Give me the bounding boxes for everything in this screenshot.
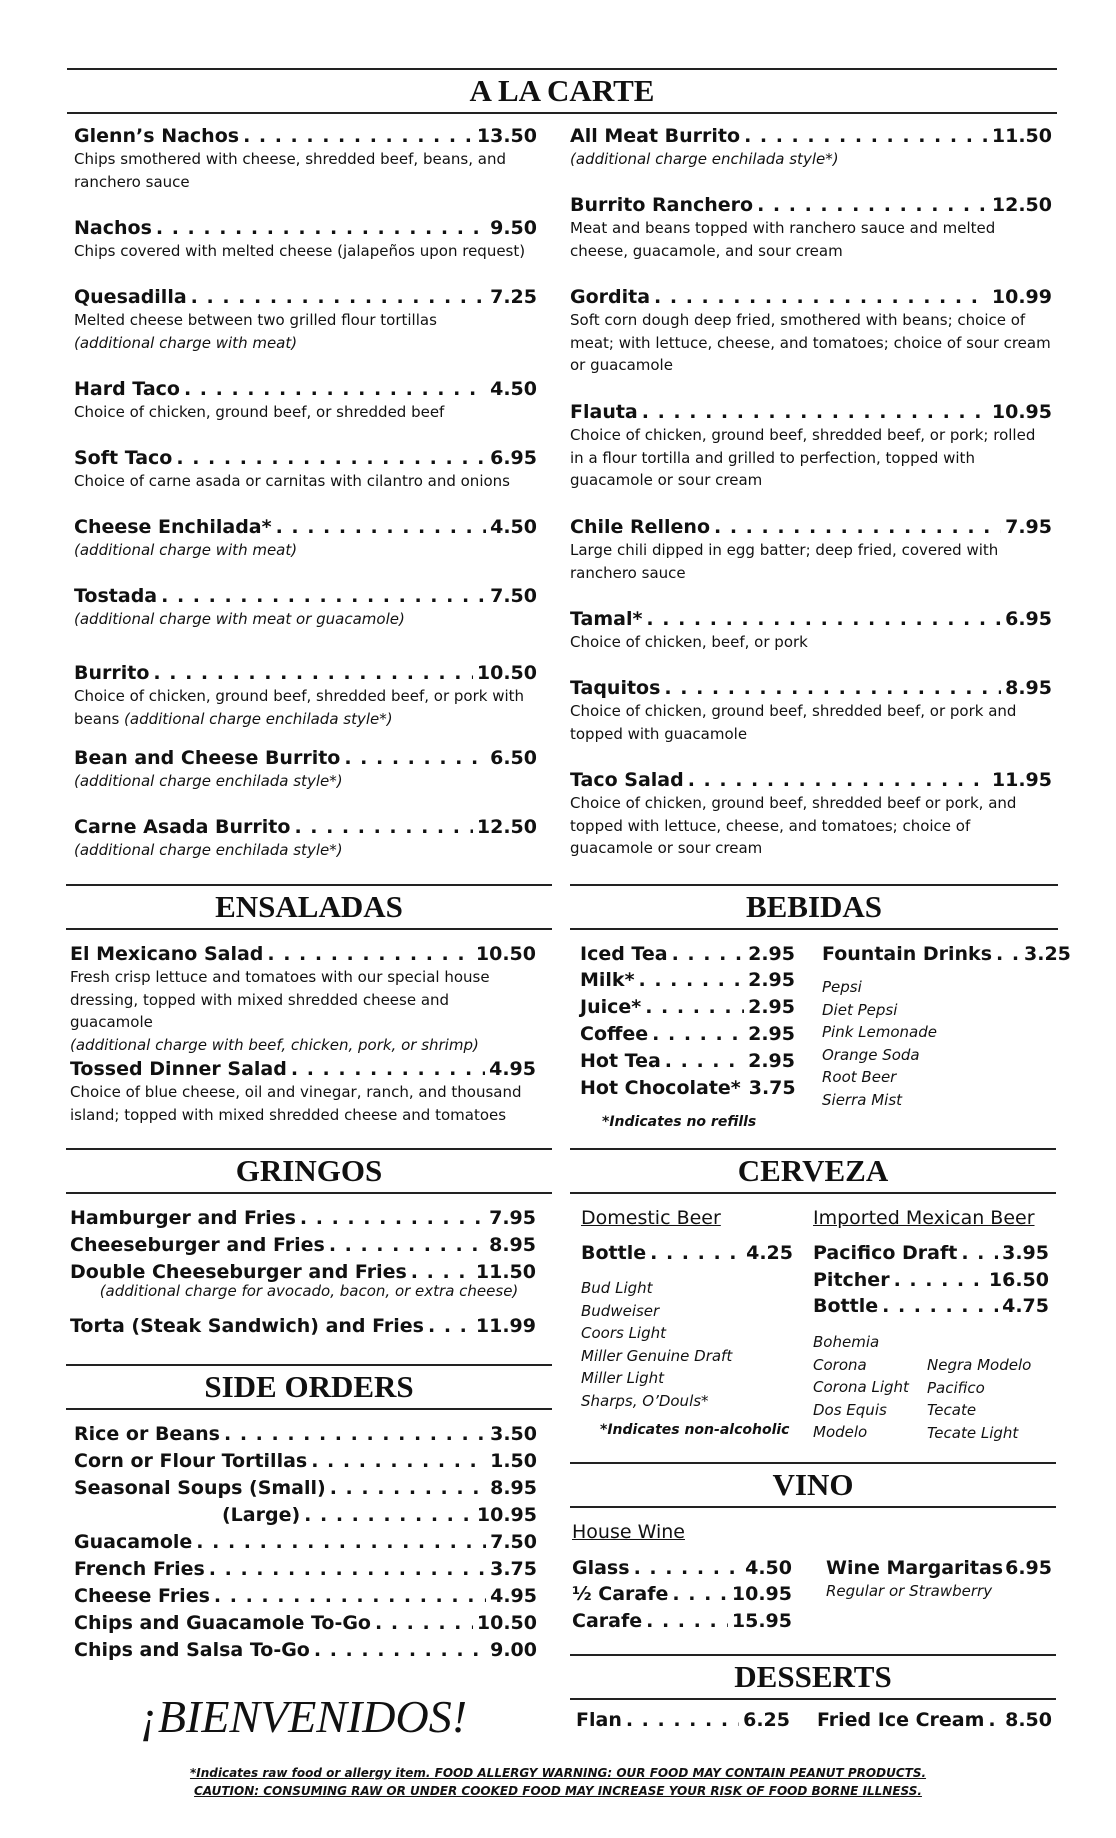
item-note: (additional charge with meat or guacamole) <box>74 610 405 628</box>
imported-beer-list-2 <box>927 1354 1031 1444</box>
item-price: 6.95 <box>1005 1557 1052 1579</box>
item-description <box>570 539 1052 584</box>
item-price: 10.99 <box>991 286 1052 308</box>
item-name: Tossed Dinner Salad <box>70 1058 287 1080</box>
item-name: Soft Taco <box>74 447 173 469</box>
item-description <box>74 685 537 730</box>
imported-beer-list-1 <box>813 1331 909 1444</box>
item-name: Burrito <box>74 662 150 684</box>
item-name: Guacamole <box>74 1531 193 1553</box>
list-item: Modelo <box>813 1423 868 1442</box>
menu-item <box>70 1206 536 1230</box>
item-name: Torta (Steak Sandwich) and Fries <box>70 1315 424 1337</box>
item-name: (Large) <box>222 1504 301 1526</box>
item-description <box>570 792 1052 860</box>
list-item: Orange Soda <box>822 1045 920 1064</box>
item-name: Glenn’s Nachos <box>74 125 240 147</box>
item-price: 9.00 <box>490 1639 537 1661</box>
item-price: 2.95 <box>748 996 795 1018</box>
menu-item <box>572 1609 792 1633</box>
item-desc-text: Chips smothered with cheese, shredded beef, beans, and ranchero sauce <box>74 150 506 191</box>
leader-dots <box>214 1584 486 1608</box>
item-desc-text: Choice of chicken, ground beef, or shredded beef <box>74 403 445 421</box>
item-name: Iced Tea <box>580 943 668 965</box>
menu-item <box>570 607 1052 654</box>
item-price: 10.95 <box>731 1583 792 1605</box>
item-name: Chips and Salsa To-Go <box>74 1639 310 1661</box>
item-name: Quesadilla <box>74 286 187 308</box>
item-name: Chile Relleno <box>570 516 711 538</box>
item-name: Glass <box>572 1557 630 1579</box>
item-name: Carne Asada Burrito <box>74 816 291 838</box>
list-item: Pink Lemonade <box>822 1023 937 1042</box>
item-price: 8.95 <box>1005 677 1052 699</box>
item-price: 8.95 <box>490 1477 537 1499</box>
item-name: Cheese Enchilada* <box>74 516 272 538</box>
list-item: Corona Light <box>813 1378 909 1397</box>
menu-item <box>74 1530 537 1554</box>
item-name: Rice or Beans <box>74 1423 220 1445</box>
leader-dots <box>639 968 745 992</box>
menu-item <box>74 515 537 562</box>
item-name: Burrito Ranchero <box>570 194 754 216</box>
non-alcoholic-note: *Indicates non-alcoholic <box>600 1422 790 1438</box>
leader-dots <box>744 124 988 148</box>
item-price: 3.25 <box>1024 943 1071 965</box>
item-description <box>74 770 537 793</box>
leader-dots <box>329 1233 485 1257</box>
leader-dots <box>196 1530 486 1554</box>
leader-dots <box>176 446 486 470</box>
leader-dots <box>184 377 486 401</box>
list-item: Negra Modelo <box>927 1356 1032 1374</box>
leader-dots <box>209 1557 486 1581</box>
list-item: Tecate Light <box>927 1423 1019 1442</box>
list-item: Corona <box>813 1355 867 1374</box>
domestic-beer-title: Domestic Beer <box>581 1207 721 1229</box>
item-price: 11.50 <box>475 1261 536 1283</box>
item-price: 15.95 <box>731 1610 792 1632</box>
menu-item <box>580 1076 795 1100</box>
list-item: Miller Genuine Draft <box>581 1346 733 1365</box>
item-name: Hot Tea <box>580 1050 661 1072</box>
item-desc-text: Choice of chicken, ground beef, shredded beef or pork, and topped with lettuce, cheese, and tomatoes; choice of guacamole or sour cream <box>570 794 1017 857</box>
leader-dots <box>153 661 472 685</box>
item-description <box>74 309 537 354</box>
item-description <box>74 240 537 263</box>
menu-item-fountain-drinks <box>822 942 1071 966</box>
menu-item <box>572 1556 792 1580</box>
item-price: 13.50 <box>476 125 537 147</box>
item-name: Coffee <box>580 1023 649 1045</box>
item-price: 3.50 <box>490 1423 537 1445</box>
item-description <box>570 309 1052 377</box>
item-price: 11.95 <box>991 769 1052 791</box>
menu-item <box>74 746 537 793</box>
menu-item <box>580 1022 795 1046</box>
item-name: Double Cheeseburger and Fries <box>70 1261 407 1283</box>
welcome-text: ¡BIENVENIDOS! <box>140 1691 468 1742</box>
item-name: Milk* <box>580 969 635 991</box>
item-desc-text: Choice of carne asada or carnitas with cilantro and onions <box>74 472 510 490</box>
leader-dots <box>882 1294 998 1318</box>
item-name: All Meat Burrito <box>570 125 741 147</box>
list-item: Sierra Mist <box>822 1090 903 1109</box>
item-name: Hot Chocolate* <box>580 1077 741 1099</box>
item-desc-text: Soft corn dough deep fried, smothered with beans; choice of meat; with lettuce, cheese, and tomatoes; choice of sour cream or guacamole <box>570 311 1051 374</box>
item-name: Seasonal Soups (Small) <box>74 1477 326 1499</box>
item-name: El Mexicano Salad <box>70 943 264 965</box>
item-price: 16.50 <box>988 1269 1049 1291</box>
menu-item-wine-margaritas <box>826 1556 1052 1603</box>
item-price: 12.50 <box>476 816 537 838</box>
item-name: French Fries <box>74 1558 205 1580</box>
list-item: Diet Pepsi <box>822 1000 898 1019</box>
list-item: Dos Equis <box>813 1400 887 1419</box>
header-ensaladas: ENSALADAS <box>66 884 552 930</box>
menu-item <box>70 1314 536 1338</box>
list-item: Sharps, O’Douls* <box>581 1391 709 1410</box>
leader-dots <box>664 676 1001 700</box>
header-side-orders: SIDE ORDERS <box>66 1364 552 1410</box>
list-item: Root Beer <box>822 1068 897 1087</box>
imported-beer-title: Imported Mexican Beer <box>813 1207 1035 1229</box>
item-price: 4.50 <box>490 378 537 400</box>
item-price: 7.50 <box>490 585 537 607</box>
item-name: Flauta <box>570 401 638 423</box>
menu-item <box>74 1638 537 1662</box>
header-bebidas: BEBIDAS <box>570 884 1058 930</box>
menu-item-domestic-bottle <box>581 1241 793 1265</box>
item-description <box>570 217 1052 262</box>
item-description <box>70 1081 536 1126</box>
leader-dots <box>375 1611 473 1635</box>
menu-item <box>580 995 795 1019</box>
item-note: (additional charge enchilada style*) <box>74 841 343 859</box>
item-name: Flan <box>576 1709 622 1731</box>
menu-item <box>74 1449 537 1473</box>
item-desc-text: Choice of chicken, ground beef, shredded beef, or pork with beans <box>74 687 525 728</box>
menu-item <box>74 285 537 354</box>
item-price: 9.50 <box>490 217 537 239</box>
item-price: 2.95 <box>748 1050 795 1072</box>
item-price: 11.50 <box>991 125 1052 147</box>
item-name: Bean and Cheese Burrito <box>74 747 341 769</box>
item-price: 7.50 <box>490 1531 537 1553</box>
menu-item <box>570 124 1052 171</box>
leader-dots <box>344 746 486 770</box>
menu-item <box>570 285 1052 377</box>
leader-dots <box>291 1057 485 1081</box>
leader-dots <box>645 995 744 1019</box>
item-name: Taquitos <box>570 677 661 699</box>
item-desc-text: Melted cheese between two grilled flour tortillas <box>74 311 437 329</box>
leader-dots <box>672 942 745 966</box>
item-desc-text: Choice of chicken, ground beef, shredded beef, or pork and topped with guacamole <box>570 702 1017 743</box>
menu-item <box>580 968 795 992</box>
item-name: Nachos <box>74 217 152 239</box>
menu-item <box>70 1233 536 1257</box>
item-description <box>570 700 1052 745</box>
menu-item <box>580 1049 795 1073</box>
item-price: 8.95 <box>489 1234 536 1256</box>
leader-dots <box>642 400 988 424</box>
leader-dots <box>714 515 1001 539</box>
list-item: Bud Light <box>581 1279 653 1297</box>
menu-item <box>74 1557 537 1581</box>
item-name: Cheese Fries <box>74 1585 210 1607</box>
leader-dots <box>646 607 1001 631</box>
leader-dots <box>224 1422 486 1446</box>
menu-item <box>570 676 1052 745</box>
item-desc-text: Chips covered with melted cheese (jalapeños upon request) <box>74 242 526 260</box>
item-name: Tostada <box>74 585 158 607</box>
item-desc-text: Fresh crisp lettuce and tomatoes with our special house dressing, topped with mixed shredded cheese and guacamole <box>70 968 490 1031</box>
item-price: 2.95 <box>748 969 795 991</box>
leader-dots <box>161 584 486 608</box>
menu-item <box>74 446 537 493</box>
fountain-flavors-list <box>822 976 937 1112</box>
header-gringos: GRINGOS <box>66 1148 552 1194</box>
menu-item <box>813 1294 1049 1318</box>
item-name: Carafe <box>572 1610 643 1632</box>
item-price: 3.95 <box>1002 1242 1049 1264</box>
leader-dots <box>300 1206 485 1230</box>
item-desc-text: Meat and beans topped with ranchero sauce and melted cheese, guacamole, and sour cream <box>570 219 996 260</box>
item-name: Chips and Guacamole To-Go <box>74 1612 371 1634</box>
item-name: Corn or Flour Tortillas <box>74 1450 308 1472</box>
item-note: (additional charge enchilada style*) <box>124 709 393 728</box>
item-price: 6.95 <box>490 447 537 469</box>
no-refills-note: *Indicates no refills <box>602 1114 757 1130</box>
menu-item <box>74 815 537 862</box>
item-price: 10.95 <box>991 401 1052 423</box>
item-price: 6.25 <box>743 1709 790 1731</box>
item-note: (additional charge with beef, chicken, pork, or shrimp) <box>70 1035 479 1054</box>
menu-item <box>222 1503 537 1527</box>
item-note: (additional charge with meat) <box>74 541 298 559</box>
header-cerveza: CERVEZA <box>570 1148 1056 1194</box>
footer-warning-1: *Indicates raw food or allergy item. FOOD ALLERGY WARNING: OUR FOOD MAY CONTAIN PEANUT PRODUCTS. <box>189 1766 927 1780</box>
menu-item <box>813 1268 1049 1292</box>
item-description <box>74 839 537 862</box>
menu-item <box>572 1582 792 1606</box>
list-item: Pacifico <box>927 1378 985 1397</box>
item-description <box>570 424 1052 492</box>
leader-dots <box>243 124 473 148</box>
leader-dots <box>894 1268 985 1292</box>
item-name: Hard Taco <box>74 378 180 400</box>
leader-dots <box>314 1638 486 1662</box>
menu-item <box>74 584 537 631</box>
leader-dots <box>672 1582 727 1606</box>
item-name: Taco Salad <box>570 769 684 791</box>
leader-dots <box>757 193 988 217</box>
item-price: 4.25 <box>746 1242 793 1264</box>
menu-item <box>813 1241 1049 1265</box>
leader-dots <box>652 1022 744 1046</box>
leader-dots <box>311 1449 486 1473</box>
item-description <box>74 470 537 493</box>
leader-dots <box>646 1609 728 1633</box>
leader-dots <box>688 768 988 792</box>
item-desc-text: Choice of chicken, ground beef, shredded beef, or pork; rolled in a flour tortilla and grilled to perfection, topped with guacamole or sour cream <box>570 426 1036 489</box>
item-note: (additional charge enchilada style*) <box>570 150 839 168</box>
menu-item <box>74 661 537 730</box>
item-price: 11.99 <box>475 1315 536 1337</box>
item-desc-text: Choice of chicken, beef, or pork <box>570 633 808 651</box>
domestic-beer-list <box>581 1277 732 1413</box>
house-wine-title: House Wine <box>572 1521 685 1543</box>
item-name: Hamburger and Fries <box>70 1207 296 1229</box>
item-description <box>74 148 537 193</box>
item-description <box>570 148 1052 171</box>
item-note: (additional charge enchilada style*) <box>74 772 343 790</box>
item-price: 7.25 <box>490 286 537 308</box>
item-price: 10.95 <box>476 1504 537 1526</box>
menu-item <box>74 216 537 263</box>
leader-dots <box>267 942 472 966</box>
header-vino: VINO <box>570 1462 1056 1508</box>
menu-item <box>74 377 537 424</box>
leader-dots <box>988 1708 1001 1732</box>
item-name: Cheeseburger and Fries <box>70 1234 325 1256</box>
gringos-extra-note: (additional charge for avocado, bacon, or extra cheese) <box>99 1282 519 1300</box>
menu-item <box>817 1708 1052 1732</box>
item-name: ½ Carafe <box>572 1583 669 1605</box>
leader-dots <box>654 285 988 309</box>
menu-item <box>570 515 1052 584</box>
leader-dots <box>191 285 486 309</box>
menu-item <box>74 124 537 193</box>
menu-item <box>70 942 536 1056</box>
leader-dots <box>665 1049 744 1073</box>
menu-item <box>74 1611 537 1635</box>
item-price: 2.95 <box>748 1023 795 1045</box>
item-price: 6.95 <box>1005 608 1052 630</box>
item-description <box>74 401 537 424</box>
item-name: Pacifico Draft <box>813 1242 958 1264</box>
item-price: 12.50 <box>991 194 1052 216</box>
item-price: 1.50 <box>490 1450 537 1472</box>
leader-dots <box>156 216 486 240</box>
item-price: 2.95 <box>748 943 795 965</box>
item-price: 10.50 <box>475 943 536 965</box>
item-name: Fried Ice Cream <box>817 1709 985 1731</box>
item-name: Pitcher <box>813 1269 890 1291</box>
menu-item <box>70 1057 536 1126</box>
menu-item <box>74 1584 537 1608</box>
leader-dots <box>304 1503 473 1527</box>
list-item: Tecate <box>927 1401 977 1420</box>
list-item: Pepsi <box>822 978 862 996</box>
item-note: (additional charge with meat) <box>74 333 298 352</box>
item-name: Bottle <box>813 1295 879 1317</box>
header-a-la-carte: A LA CARTE <box>67 68 1057 114</box>
item-name: Gordita <box>570 286 651 308</box>
item-price: 4.95 <box>490 1585 537 1607</box>
leader-dots <box>294 815 472 839</box>
item-price: 7.95 <box>489 1207 536 1229</box>
item-price: 6.50 <box>490 747 537 769</box>
footer-warning-2: CAUTION: CONSUMING RAW OR UNDER COOKED FOOD MAY INCREASE YOUR RISK OF FOOD BORNE ILLNESS. <box>194 1784 922 1798</box>
item-price: 8.50 <box>1005 1709 1052 1731</box>
item-description <box>70 966 536 1056</box>
item-price: 10.50 <box>476 662 537 684</box>
item-name: Wine Margaritas <box>826 1557 1004 1579</box>
item-price: 3.75 <box>748 1077 796 1099</box>
leader-dots <box>961 1241 998 1265</box>
item-price: 4.75 <box>1002 1295 1049 1317</box>
item-price: 3.75 <box>490 1558 537 1580</box>
menu-item <box>570 768 1052 860</box>
menu-item <box>570 193 1052 262</box>
item-price: 10.50 <box>476 1612 537 1634</box>
list-item: Coors Light <box>581 1324 667 1343</box>
item-desc-text: Choice of blue cheese, oil and vinegar, ranch, and thousand island; topped with mixed shredded cheese and tomatoes <box>70 1083 522 1124</box>
menu-item <box>580 942 795 966</box>
list-item: Miller Light <box>581 1369 665 1388</box>
leader-dots <box>626 1708 739 1732</box>
item-note: Regular or Strawberry <box>826 1582 993 1600</box>
item-description <box>74 539 537 562</box>
menu-item <box>74 1422 537 1446</box>
item-name: Juice* <box>580 996 642 1018</box>
menu-item <box>576 1708 790 1732</box>
list-item: Bohemia <box>813 1333 880 1351</box>
item-price: 4.50 <box>490 516 537 538</box>
leader-dots <box>428 1314 472 1338</box>
leader-dots <box>330 1476 486 1500</box>
item-name: Bottle <box>581 1242 647 1264</box>
item-price: 4.95 <box>489 1058 536 1080</box>
item-description <box>74 608 537 631</box>
item-name: Tamal* <box>570 608 643 630</box>
item-description <box>570 631 1052 654</box>
menu-item <box>570 400 1052 492</box>
item-name: Fountain Drinks <box>822 943 992 965</box>
menu-item <box>74 1476 537 1500</box>
item-price: 7.95 <box>1005 516 1052 538</box>
item-price: 4.50 <box>745 1557 792 1579</box>
leader-dots <box>634 1556 742 1580</box>
list-item: Budweiser <box>581 1301 660 1320</box>
leader-dots <box>276 515 487 539</box>
header-desserts: DESSERTS <box>570 1654 1056 1700</box>
item-desc-text: Large chili dipped in egg batter; deep fried, covered with ranchero sauce <box>570 541 999 582</box>
